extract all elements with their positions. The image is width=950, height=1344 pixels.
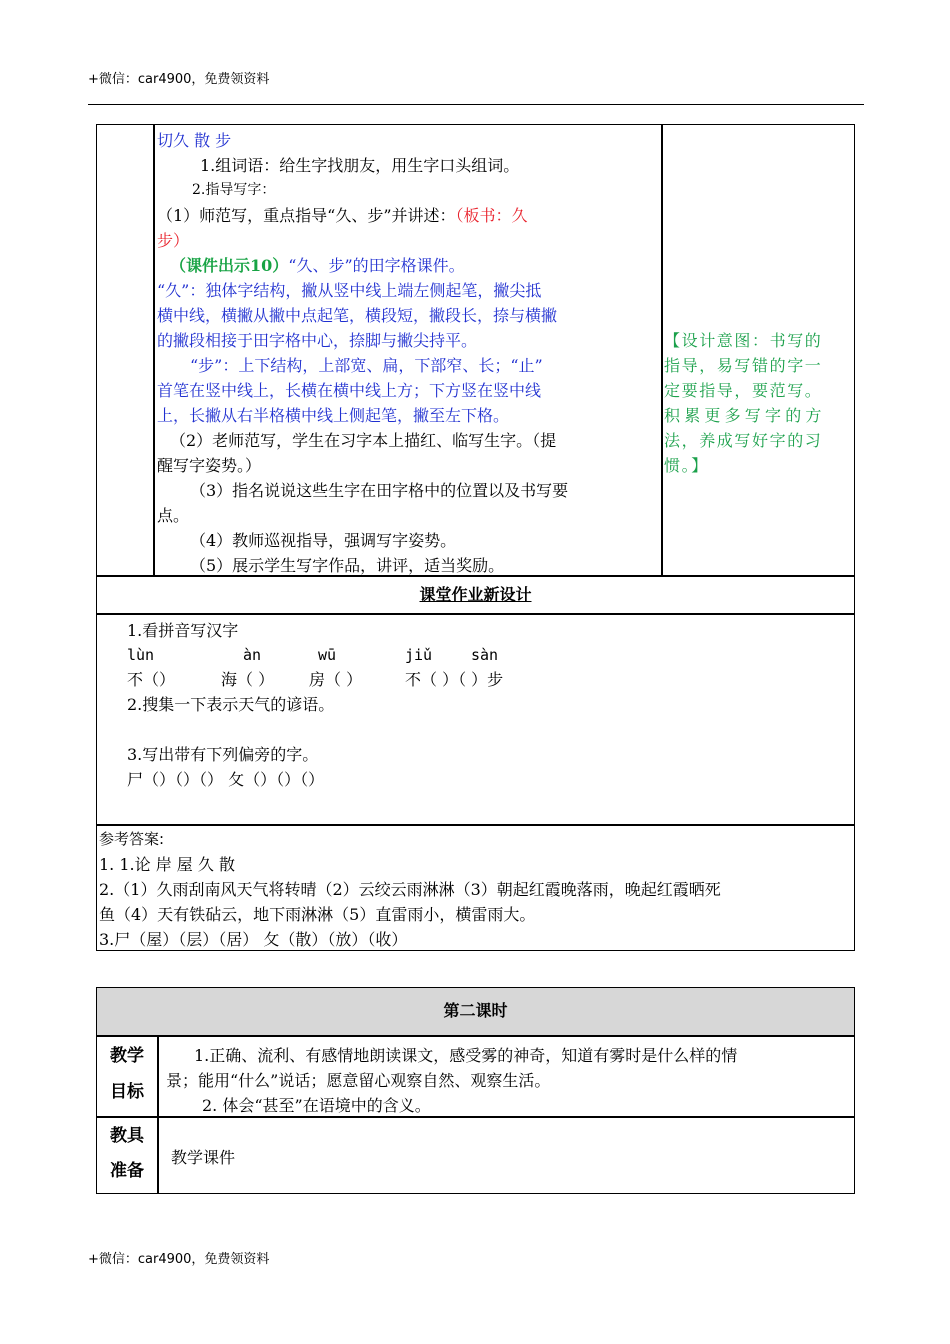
design-intent-2: 指导，易写错的字一 <box>664 356 823 375</box>
answer-1: 1. 1.论 岸 屋 久 散 <box>99 855 235 874</box>
step-2-5: （5）展示学生写字作品，讲评，适当奖励。 <box>190 556 505 575</box>
step-1: 1.组词语：给生字找朋友，用生字口头组词。 <box>200 156 520 175</box>
col-divider-left <box>153 124 155 576</box>
step-2-1 <box>157 203 528 228</box>
lesson2-title: 第二课时 <box>443 1001 508 1020</box>
hw-pinyin-2: àn <box>243 646 262 664</box>
hw-blank-1: 不（） <box>127 670 176 689</box>
courseware-label: （课件出示10） <box>170 256 289 275</box>
step-2-4: （4）教师巡视指导，强调写字姿势。 <box>190 531 457 550</box>
step-2-3b: 点。 <box>157 506 190 525</box>
design-intent-5: 法，养成写好字的习 <box>664 431 823 450</box>
step-2-1-text: （1）师范写，重点指导“久、步”并讲述： <box>157 206 456 225</box>
hw-q3-line: 尸（）（）（） 攵（）（）（） <box>127 770 325 789</box>
hw-pinyin-3: wū <box>318 646 337 664</box>
prep-content: 教学课件 <box>171 1148 236 1167</box>
courseware-line <box>170 253 465 278</box>
hw-q1: 1.看拼音写汉字 <box>127 621 239 640</box>
answer-3: 3.尸（屋）（层）（居） 攵（散）（放）（收） <box>99 930 408 949</box>
step-2-2b: 醒写字姿势。） <box>157 456 262 475</box>
step-2-2a: （2）老师范写，学生在习字本上描红、临写生字。（提 <box>170 431 557 450</box>
row-divider-2 <box>96 613 855 615</box>
hw-q3: 3.写出带有下列偏旁的字。 <box>127 745 319 764</box>
bu-line-2: 首笔在竖中线上，长横在横中线上方；下方竖在竖中线 <box>157 381 542 400</box>
jiu-line-3: 的撇段相接于田字格中心，捺脚与撇尖持平。 <box>157 331 478 350</box>
answer-2a: 2.（1）久雨刮南风天气将转晴（2）云绞云雨淋淋（3）朝起红霞晚落雨，晚起红霞晒死 <box>99 880 721 899</box>
t2-col-divider <box>157 1035 159 1193</box>
goal-1b: 景；能用“什么”说话；愿意留心观察自然、观察生活。 <box>166 1071 551 1090</box>
page-footer: +微信：car4900，免费领资料 <box>88 1252 270 1267</box>
step-2: 2.指导写字： <box>192 182 276 198</box>
hw-q2: 2.搜集一下表示天气的谚语。 <box>127 695 335 714</box>
hw-pinyin-1: lùn <box>127 646 155 664</box>
prep-label-2: 准备 <box>110 1161 144 1181</box>
design-intent-6: 惯。】 <box>664 456 709 475</box>
t2-row-divider-1 <box>96 1035 855 1037</box>
step-2-3a: （3）指名说说这些生字在田字格中的位置以及书写要 <box>190 481 569 500</box>
design-intent-4: 积累更多写字的方 <box>664 406 826 425</box>
blackboard-note-1: （板书：久 <box>455 206 528 225</box>
design-intent-1: 【设计意图：书写的 <box>664 331 823 350</box>
homework-title: 课堂作业新设计 <box>419 585 532 604</box>
bu-line-3: 上，长撇从右半格横中线上侧起笔，撇至左下格。 <box>157 406 510 425</box>
design-intent-3: 定要指导，要范写。 <box>664 381 823 400</box>
hw-blank-3: 房（ ） <box>309 670 363 689</box>
answer-2b: 鱼（4）天有铁砧云，地下雨淋淋（5）直雷雨小，横雷雨大。 <box>99 905 536 924</box>
page-header: +微信：car4900，免费领资料 <box>88 72 270 87</box>
row-divider-3 <box>96 824 855 826</box>
goal-label-2: 目标 <box>110 1082 144 1102</box>
hw-blank-4: 不（ ）（ ）步 <box>405 670 504 689</box>
goal-1a: 1.正确、流利、有感情地朗读课文，感受雾的神奇，知道有雾时是什么样的情 <box>194 1046 738 1065</box>
bu-line-1: “步”：上下结构，上部宽、扁，下部窄、长；“止” <box>190 356 543 375</box>
hw-blank-2: 海（ ） <box>221 670 275 689</box>
goal-2: 2. 体会“甚至”在语境中的含义。 <box>202 1096 431 1115</box>
jiu-line-2: 横中线，横撇从撇中点起笔，横段短，撇段长，捺与横撇 <box>157 306 558 325</box>
courseware-text: “久、步”的田字格课件。 <box>288 256 465 275</box>
hw-pinyin-4: jiǔ <box>405 646 433 664</box>
blackboard-note-2: 步） <box>157 231 190 250</box>
hw-pinyin-5: sàn <box>471 646 499 664</box>
jiu-line-1: “久”：独体字结构，撇从竖中线上端左侧起笔，撇尖抵 <box>157 281 542 300</box>
prep-label-1: 教具 <box>110 1126 144 1146</box>
col-divider-right <box>661 124 663 576</box>
answers-label: 参考答案: <box>99 830 165 848</box>
header-divider <box>88 104 864 105</box>
new-words: 切久 散 步 <box>157 131 232 150</box>
goal-label-1: 教学 <box>110 1046 144 1066</box>
